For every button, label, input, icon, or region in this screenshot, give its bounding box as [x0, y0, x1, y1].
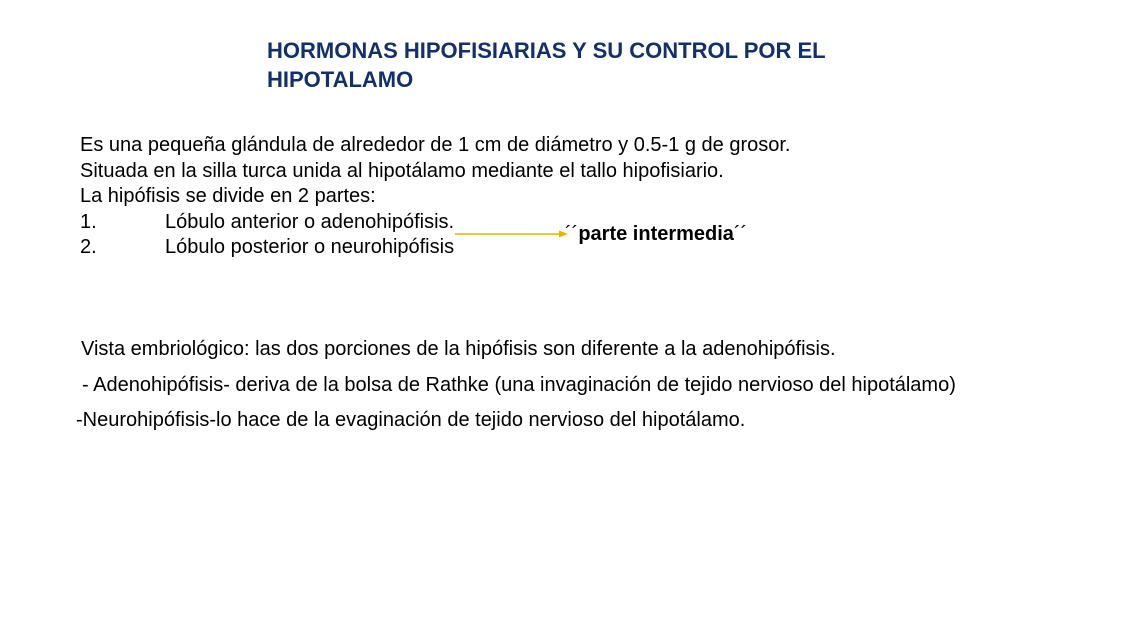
embryology-text: Vista embriológico: las dos porciones de la hipófisis son diferente a la adenohipófisis. [81, 338, 836, 360]
intermediate-quote-close: ´´ [733, 223, 748, 245]
list-item-text: Lóbulo posterior o neurohipófisis [165, 236, 455, 258]
list-item-text: Lóbulo anterior o adenohipófisis. [165, 210, 455, 233]
intermediate-part-label [565, 222, 747, 247]
slide-title-line-1: HORMONAS HIPOFISIARIAS Y SU CONTROL POR EL [267, 38, 826, 63]
slide-title-line-2: HIPOTALAMO [267, 67, 414, 92]
slide-title [267, 36, 967, 94]
intermediate-label-text: parte intermedia [578, 223, 734, 245]
list-item-number: 2. [80, 236, 97, 258]
list-item-number: 1. [80, 210, 97, 233]
intro-line-location: Situada en la silla turca unida al hipotálamo mediante el tallo hipofisiario. [80, 159, 724, 182]
intro-line-size: Es una pequeña glándula de alrededor de 1 cm de diámetro y 0.5-1 g de grosor. [80, 134, 791, 156]
intermediate-quote-open: ´´ [565, 223, 579, 245]
arrow-icon [455, 226, 575, 240]
neurohypophysis-text: -Neurohipófisis-lo hace de la evaginación de tejido nervioso del hipotálamo. [76, 409, 746, 431]
intro-line-parts: La hipófisis se divide en 2 partes: [80, 185, 376, 207]
adenohypophysis-text: - Adenohipófisis- deriva de la bolsa de Rathke (una invaginación de tejido nervioso del hipotálamo) [82, 374, 956, 396]
